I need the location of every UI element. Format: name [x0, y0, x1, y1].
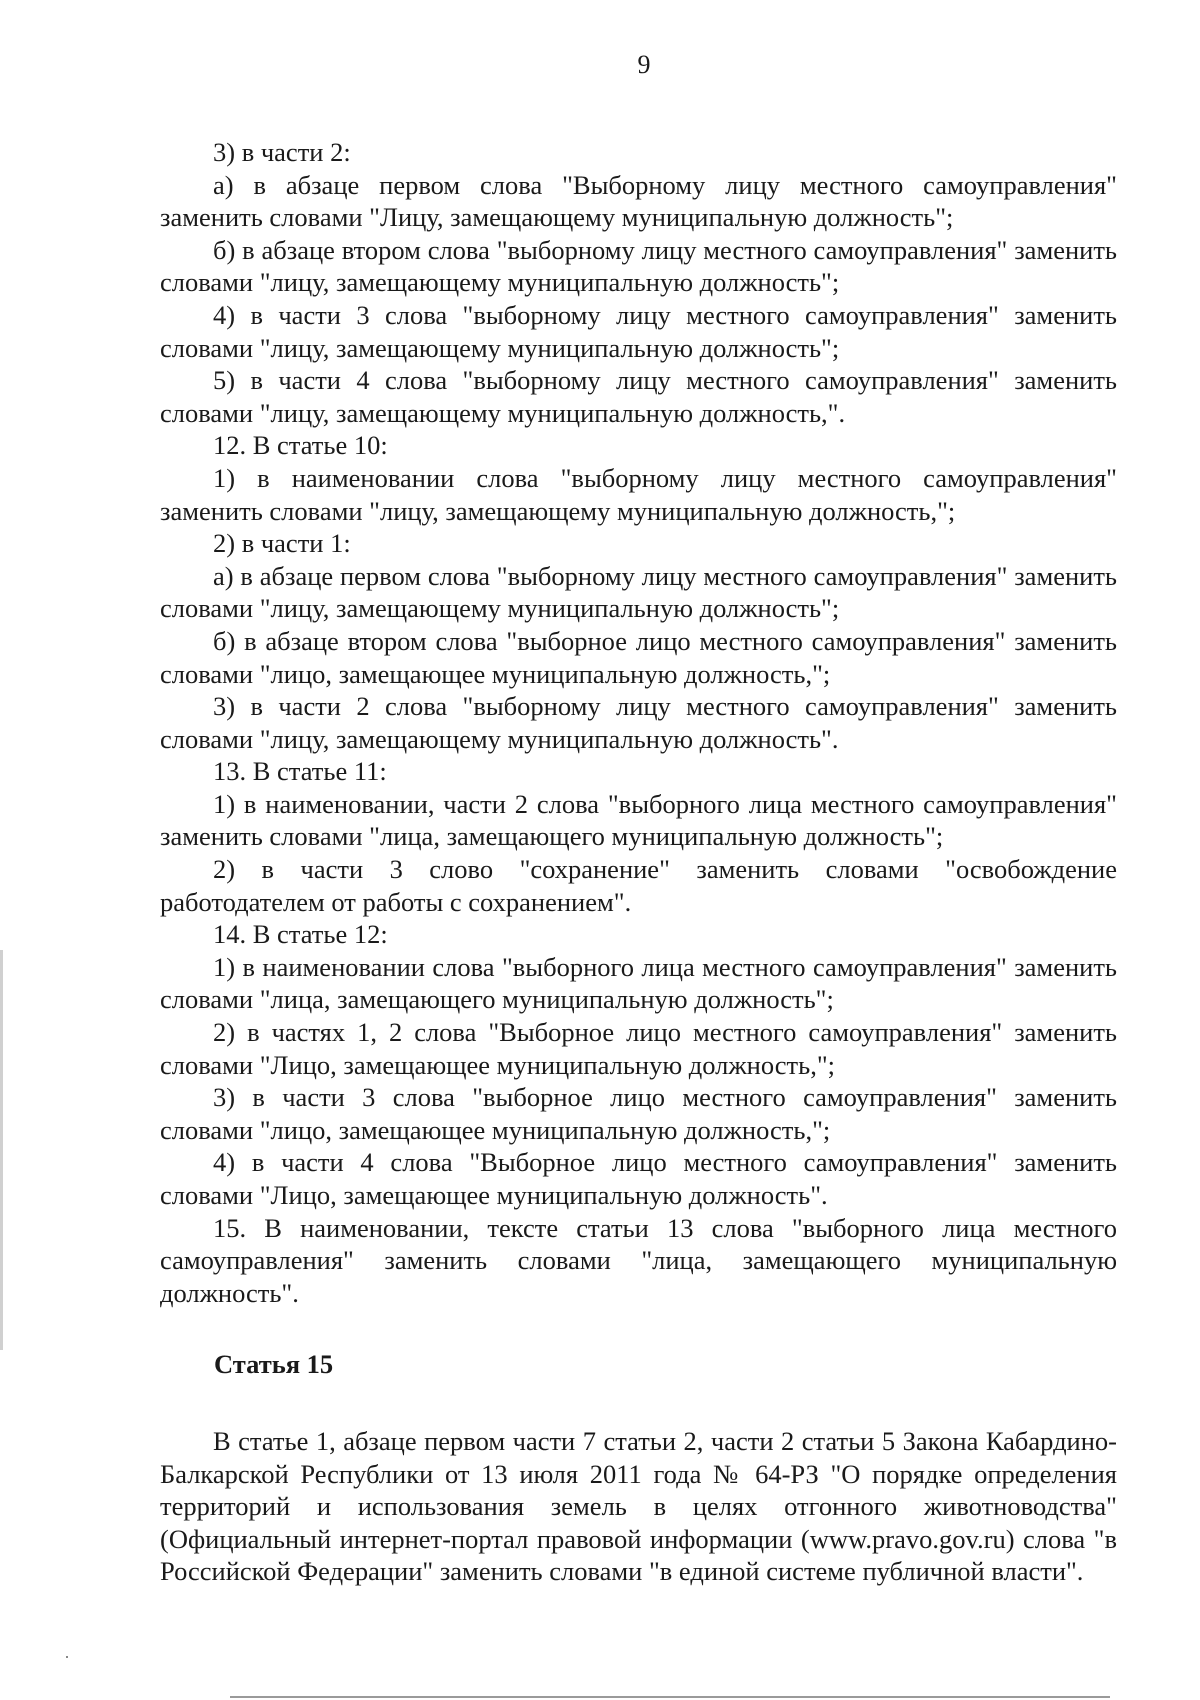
page-number: 9	[637, 50, 651, 79]
article-paragraph: В статье 1, абзаце первом части 7 статьи 2, части 2 статьи 5 Закона Кабардино-Балкарской Республики от 13 июля 2011 года № 64-РЗ "О порядке определения территорий и использования земель в целях отгонного животноводства" (Официальный интернет-портал правовой информации (www.pravo.gov.ru) слова "в Российской Федерации" заменить словами "в единой системе публичной власти".	[160, 1426, 1117, 1587]
article-heading: Статья 15	[214, 1349, 334, 1379]
paragraph: а) в абзаце первом слова "Выборному лицу местного самоуправления" заменить словами "Лицу, замещающему муниципальную должность";	[160, 169, 1117, 233]
paragraph: 1) в наименовании слова "выборному лицу местного самоуправления" заменить словами "лицу, замещающему муниципальную должность,";	[160, 462, 1117, 526]
paragraph: а) в абзаце первом слова "выборному лицу местного самоуправления" заменить словами "лицу, замещающему муниципальную должность";	[160, 560, 1117, 624]
scan-edge-bottom	[230, 1696, 1110, 1698]
paragraph: 2) в части 3 слово "сохранение" заменить словами "освобождение работодателем от работы с сохранением".	[160, 854, 1117, 917]
paragraph: 2) в части 1:	[213, 528, 351, 559]
paragraph: б) в абзаце втором слова "выборному лицу местного самоуправления" заменить словами "лицу, замещающему муниципальную должность";	[160, 234, 1117, 298]
paragraph: 15. В наименовании, тексте статьи 13 слова "выборного лица местного самоуправления" заменить словами "лица, замещающего муниципальную должность".	[160, 1212, 1117, 1308]
paragraph: б) в абзаце втором слова "выборное лицо местного самоуправления" заменить словами "лицо, замещающее муниципальную должность,";	[160, 625, 1117, 689]
paragraph: 3) в части 3 слова "выборное лицо местного самоуправления" заменить словами "лицо, замещающее муниципальную должность,";	[160, 1082, 1117, 1145]
paragraph: 4) в части 4 слова "Выборное лицо местного самоуправления" заменить словами "Лицо, замещающее муниципальную должность".	[160, 1147, 1117, 1210]
paragraph: 5) в части 4 слова "выборному лицу местного самоуправления" заменить словами "лицу, замещающему муниципальную должность,".	[160, 365, 1117, 428]
paragraph: 13. В статье 11:	[213, 756, 387, 787]
paragraph: 4) в части 3 слова "выборному лицу местного самоуправления" заменить словами "лицу, замещающему муниципальную должность";	[160, 299, 1117, 363]
paragraph: 12. В статье 10:	[213, 430, 388, 461]
paragraph: 1) в наименовании, части 2 слова "выборного лица местного самоуправления" заменить словами "лица, замещающего муниципальную должность";	[160, 788, 1117, 852]
amendments-text	[160, 136, 1117, 1309]
paragraph: 14. В статье 12:	[213, 919, 388, 950]
paragraph: 3) в части 2:	[213, 137, 351, 167]
scan-edge-left	[0, 950, 3, 1350]
paragraph: 1) в наименовании слова "выборного лица местного самоуправления" заменить словами "лица, замещающего муниципальную должность";	[160, 951, 1117, 1015]
paragraph: 2) в частях 1, 2 слова "Выборное лицо местного самоуправления" заменить словами "Лицо, замещающее муниципальную должность,";	[160, 1017, 1117, 1080]
scan-speck	[66, 1656, 68, 1658]
article-body	[160, 1425, 1117, 1588]
paragraph: 3) в части 2 слова "выборному лицу местного самоуправления" заменить словами "лицу, замещающему муниципальную должность".	[160, 691, 1117, 754]
